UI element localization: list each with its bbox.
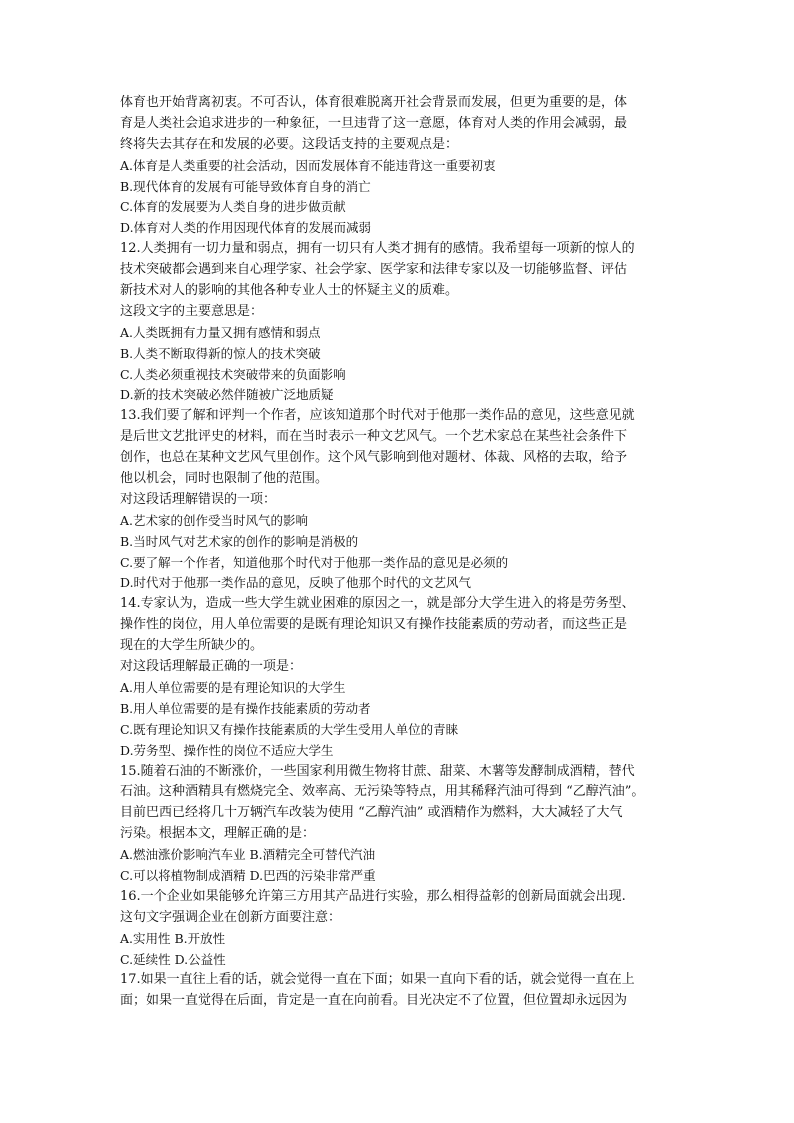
prompt-line: 这段文字的主要意思是： bbox=[120, 303, 264, 319]
option-line: A.燃油涨价影响汽车业 B.酒精完全可替代汽油 bbox=[120, 847, 376, 863]
prompt-line: 对这段话理解错误的一项： bbox=[120, 491, 277, 507]
option-line: C.人类必须重视技术突破带来的负面影响 bbox=[120, 366, 346, 382]
option-line: A.用人单位需要的是有理论知识的大学生 bbox=[120, 679, 346, 695]
prompt-line: 这句文字强调企业在创新方面要注意： bbox=[120, 909, 342, 925]
option-line: B.人类不断取得新的惊人的技术突破 bbox=[120, 345, 321, 361]
option-line: B.现代体育的发展有可能导致体育自身的消亡 bbox=[120, 178, 371, 194]
question-line: 14.专家认为，造成一些大学生就业困难的原因之一，就是部分大学生进入的将是劳务型、 bbox=[120, 596, 635, 612]
text-line: 育是人类社会追求进步的一种象征，一旦违背了这一意愿，体育对人类的作用会减弱，最 bbox=[120, 115, 628, 131]
option-line: D.劳务型、操作性的岗位不适应大学生 bbox=[120, 742, 334, 758]
question-line: 12.人类拥有一切力量和弱点，拥有一切只有人类才拥有的感情。我希望每一项新的惊人的 bbox=[120, 241, 635, 257]
option-line: C.既有理论知识又有操作技能素质的大学生受用人单位的青睐 bbox=[120, 721, 459, 737]
option-line: D.体育对人类的作用因现代体育的发展而减弱 bbox=[120, 220, 372, 236]
text-line: 是后世文艺批评史的材料，而在当时表示一种文艺风气。一个艺术家总在某些社会条件下 bbox=[120, 429, 628, 445]
option-line: B.用人单位需要的是有操作技能素质的劳动者 bbox=[120, 700, 371, 716]
option-line: C.延续性 D.公益性 bbox=[120, 951, 226, 967]
text-line: 操作性的岗位，用人单位需要的是既有理论知识又有操作技能素质的劳动者，而这些正是 bbox=[120, 617, 628, 633]
text-line: 现在的大学生所缺少的。 bbox=[120, 638, 264, 654]
option-line: D.新的技术突破必然伴随被广泛地质疑 bbox=[120, 387, 334, 403]
text-line: 面；如果一直觉得在后面，肯定是一直在向前看。目光决定不了位置，但位置却永远因为 bbox=[120, 993, 628, 1009]
text-line: 技术突破都会遇到来自心理学家、社会学家、医学家和法律专家以及一切能够监督、评估 bbox=[120, 262, 628, 278]
text-line: 他以机会，同时也限制了他的范围。 bbox=[120, 471, 329, 487]
option-line: B.当时风气对艺术家的创作的影响是消极的 bbox=[120, 533, 359, 549]
question-line: 17.如果一直往上看的话，就会觉得一直在下面；如果一直向下看的话，就会觉得一直在上 bbox=[120, 972, 635, 988]
text-line: 石油。这种酒精具有燃烧完全、效率高、无污染等特点，用其稀释汽油可得到 “乙醇汽油”。 bbox=[120, 784, 645, 800]
prompt-line: 对这段话理解最正确的一项是： bbox=[120, 659, 303, 675]
text-line: 目前巴西已经将几十万辆汽车改装为使用 “乙醇汽油” 或酒精作为燃料，大大减轻了大气 bbox=[120, 805, 623, 821]
option-line: A.体育是人类重要的社会活动，因而发展体育不能违背这一重要初衷 bbox=[120, 157, 496, 173]
option-line: C.可以将植物制成酒精 D.巴西的污染非常严重 bbox=[120, 867, 376, 883]
document-page bbox=[120, 93, 680, 1012]
question-line: 15.随着石油的不断涨价，一些国家利用微生物将甘蔗、甜菜、木薯等发酵制成酒精，替代 bbox=[120, 763, 635, 779]
text-line: 污染。根据本文，理解正确的是： bbox=[120, 826, 316, 842]
option-line: C.要了解一个作者，知道他那个时代对于他那一类作品的意见是必须的 bbox=[120, 554, 509, 570]
option-line: C.体育的发展要为人类自身的进步做贡献 bbox=[120, 199, 346, 215]
question-line: 13.我们要了解和评判一个作者，应该知道那个时代对于他那一类作品的意见，这些意见就 bbox=[120, 408, 635, 424]
option-line: A.艺术家的创作受当时风气的影响 bbox=[120, 512, 309, 528]
text-line: 创作，也总在某种文艺风气里创作。这个风气影响到他对题材、体裁、风格的去取，给予 bbox=[120, 450, 628, 466]
option-line: D.时代对于他那一类作品的意见，反映了他那个时代的文艺风气 bbox=[120, 575, 472, 591]
option-line: A.人类既拥有力量又拥有感情和弱点 bbox=[120, 324, 321, 340]
text-line: 终将失去其存在和发展的必要。这段话支持的主要观点是： bbox=[120, 136, 459, 152]
text-line: 体育也开始背离初衷。不可否认，体育很难脱离开社会背景而发展，但更为重要的是，体 bbox=[120, 95, 628, 110]
option-line: A.实用性 B.开放性 bbox=[120, 930, 226, 946]
question-line: 16.一个企业如果能够允许第三方用其产品进行实验，那么相得益彰的创新局面就会出现. bbox=[120, 888, 626, 904]
text-line: 新技术对人的影响的其他各种专业人士的怀疑主义的质难。 bbox=[120, 283, 459, 299]
